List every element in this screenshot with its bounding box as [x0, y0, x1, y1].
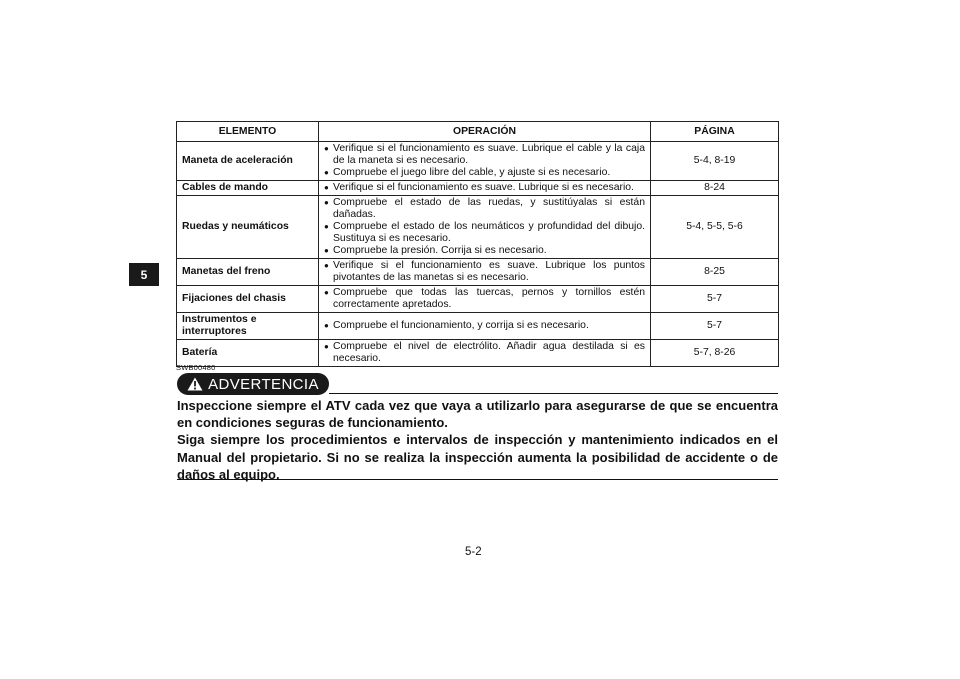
operation-item: ● Verifique si el funcionamiento es suave. Lubrique el cable y la caja de la maneta si es necesario.: [324, 143, 645, 166]
row-operation: [319, 196, 651, 259]
table-row: [177, 313, 779, 340]
row-page: 5-4, 8-19: [651, 142, 779, 181]
operation-item: ● Compruebe el estado de las ruedas, y sustitúyalas si están dañadas.: [324, 197, 645, 220]
bullet-icon: ●: [324, 261, 329, 270]
warning-divider-top: [329, 393, 778, 394]
row-operation: [319, 259, 651, 286]
row-page: 5-4, 5-5, 5-6: [651, 196, 779, 259]
warning-badge: [177, 373, 329, 395]
page-number: 5-2: [465, 546, 482, 558]
bullet-icon: ●: [324, 288, 329, 297]
bullet-icon: ●: [324, 144, 329, 153]
warning-body: [177, 397, 778, 483]
bullet-icon: ●: [324, 222, 329, 231]
table-row: [177, 286, 779, 313]
inspection-table: [176, 121, 779, 367]
warning-paragraph: Inspeccione siempre el ATV cada vez que vaya a utilizarlo para asegurarse de que se encuentra en condiciones seguras de funcionamiento.: [177, 398, 778, 431]
row-element: Manetas del freno: [177, 259, 319, 286]
operation-item: ● Compruebe el estado de los neumáticos y profundidad del dibujo. Sustituya si es necesario.: [324, 221, 645, 244]
bullet-icon: ●: [324, 342, 329, 351]
chapter-tab: 5: [129, 263, 159, 286]
row-operation: [319, 286, 651, 313]
operation-item: ● Verifique si el funcionamiento es suave. Lubrique si es necesario.: [324, 182, 634, 193]
warning-divider-bottom: [177, 479, 778, 480]
operation-item: ● Compruebe el juego libre del cable, y ajuste si es necesario.: [324, 167, 611, 178]
table-row: [177, 340, 779, 367]
operation-item: ● Compruebe el funcionamiento, y corrija si es necesario.: [324, 320, 589, 331]
header-operation: OPERACIÓN: [319, 122, 651, 142]
row-page: 8-24: [651, 181, 779, 196]
bullet-icon: ●: [324, 168, 329, 177]
operation-item: ● Compruebe la presión. Corrija si es necesario.: [324, 245, 547, 256]
header-element: ELEMENTO: [177, 122, 319, 142]
operation-item: ● Compruebe el nivel de electrólito. Añadir agua destilada si es necesario.: [324, 341, 645, 364]
bullet-icon: ●: [324, 321, 329, 330]
row-page: 8-25: [651, 259, 779, 286]
row-page: 5-7: [651, 313, 779, 340]
row-element: Maneta de aceleración: [177, 142, 319, 181]
row-element: Instrumentos e interruptores: [177, 313, 319, 340]
warning-label: ADVERTENCIA: [208, 375, 319, 393]
row-operation: [319, 142, 651, 181]
row-element: Cables de mando: [177, 181, 319, 196]
table-row: [177, 142, 779, 181]
table-row: [177, 181, 779, 196]
table-row: [177, 259, 779, 286]
header-page: PÁGINA: [651, 122, 779, 142]
bullet-icon: ●: [324, 246, 329, 255]
table-header-row: [177, 122, 779, 142]
row-element: Ruedas y neumáticos: [177, 196, 319, 259]
table-row: [177, 196, 779, 259]
row-operation: [319, 340, 651, 367]
operation-item: ● Verifique si el funcionamiento es suave. Lubrique los puntos pivotantes de las manetas si es necesario.: [324, 260, 645, 283]
bullet-icon: ●: [324, 183, 329, 192]
warning-triangle-icon: [187, 377, 203, 391]
operation-item: ● Compruebe que todas las tuercas, pernos y tornillos estén correctamente apretados.: [324, 287, 645, 310]
row-operation: [319, 181, 651, 196]
row-page: 5-7: [651, 286, 779, 313]
row-element: Fijaciones del chasis: [177, 286, 319, 313]
warning-code: SWB00480: [176, 363, 216, 372]
row-element: Batería: [177, 340, 319, 367]
row-page: 5-7, 8-26: [651, 340, 779, 367]
bullet-icon: ●: [324, 198, 329, 207]
row-operation: [319, 313, 651, 340]
warning-paragraph: Siga siempre los procedimientos e intervalos de inspección y mantenimiento indicados en el Manual del propietario. Si no se realiza la inspección aumenta la posibilidad de accidente o de daños al equipo.: [177, 432, 778, 482]
